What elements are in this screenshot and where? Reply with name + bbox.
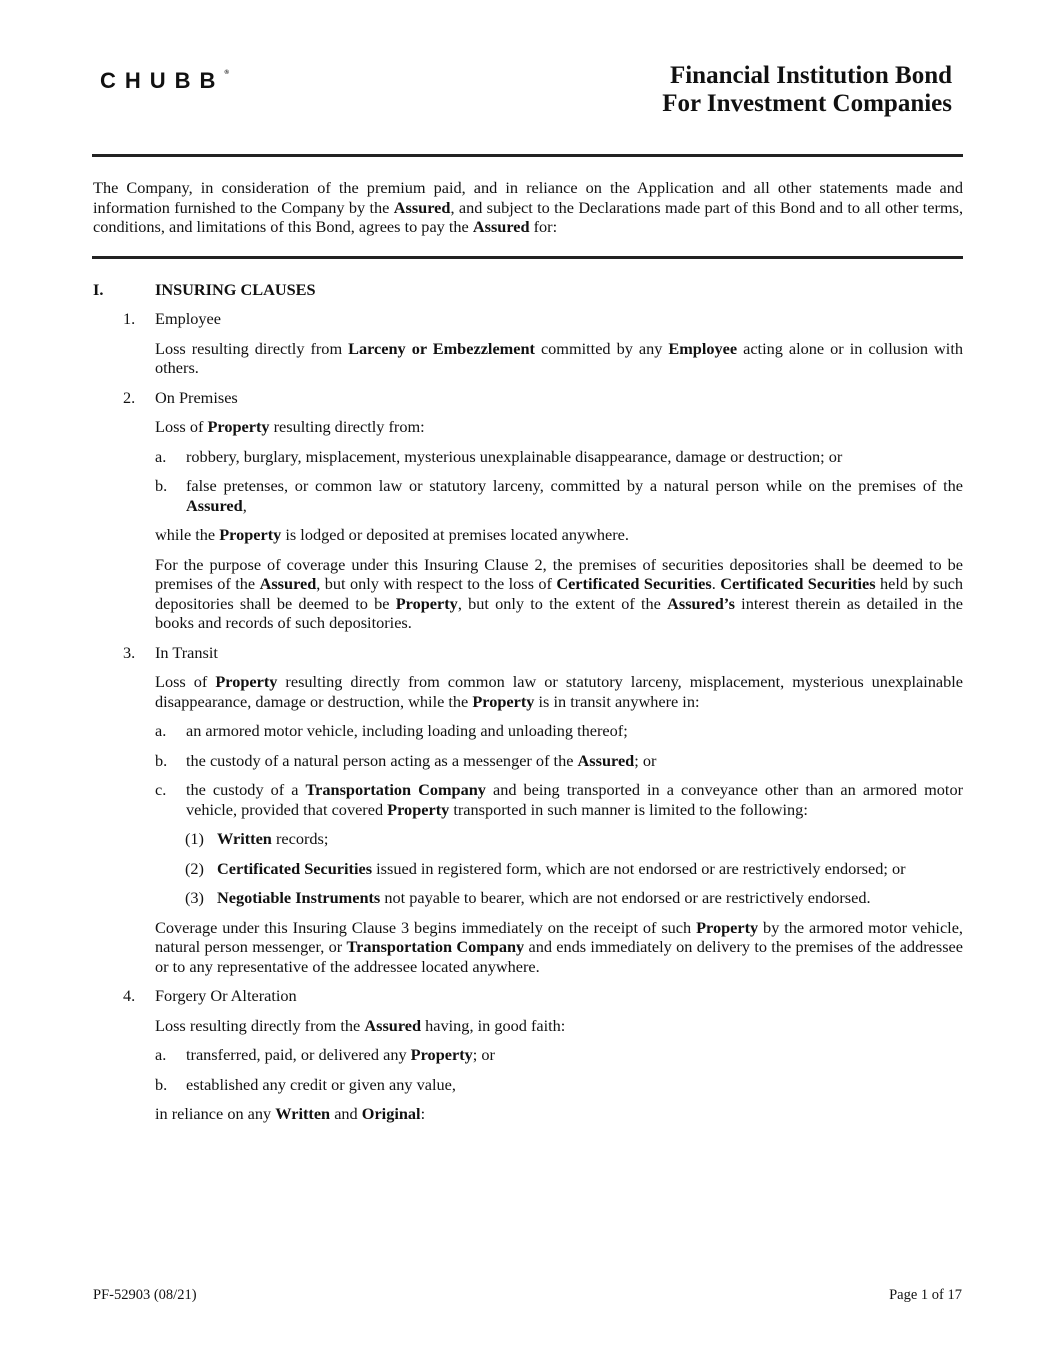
title-line-1: Financial Institution Bond: [669, 62, 952, 89]
form-id: PF-52903 (08/21): [93, 1287, 197, 1303]
clause-3-item-c-3: (3) Negotiable Instruments not payable to bearer, which are not endorsed or are restrictively endorsed.: [185, 888, 871, 907]
clause-4-reliance: in reliance on any Written and Original:: [155, 1104, 426, 1123]
clause-3-item-c: c. the custody of a Transportation Company and being transported in a conveyance other than an armored motor vehicle, provided that covered Property transported in such manner is limited to the following:: [155, 780, 964, 819]
intro-paragraph: The Company, in consideration of the premium paid, and in reliance on the Application and all other statements made and information furnished to the Company by the Assured, and subject to the Declarations made part of this Bond and to all other terms, conditions, and limitations of this Bond, agrees to pay the Assured for:: [93, 178, 964, 236]
clause-3-item-c-1: (1) Written records;: [185, 829, 329, 848]
clause-2-item-a: a. robbery, burglary, misplacement, mysterious unexplainable disappearance, damage or destruction; or: [155, 446, 843, 466]
section-number: I.: [93, 279, 104, 299]
clause-3-item-a: a. an armored motor vehicle, including loading and unloading thereof;: [155, 721, 628, 740]
clause-2-while: while the Property is lodged or deposited at premises located anywhere.: [155, 525, 629, 544]
clause-4-item-b: b. established any credit or given any value,: [155, 1074, 456, 1094]
page-number: Page 1 of 17: [889, 1287, 962, 1303]
title-line-2: For Investment Companies: [662, 90, 952, 117]
section-heading: [93, 280, 963, 300]
clause-2-heading: 2. On Premises: [123, 387, 238, 407]
clause-1-heading: 1. Employee: [123, 309, 222, 328]
clause-4-lead: Loss resulting directly from the Assured having, in good faith:: [155, 1015, 566, 1035]
clause-4-item-a: a. transferred, paid, or delivered any Property; or: [155, 1045, 495, 1064]
document-title: [662, 62, 952, 118]
clause-2-purpose: For the purpose of coverage under this Insuring Clause 2, the premises of securities depositories shall be deemed to be premises of the Assured, but only with respect to the loss of Certificated Securities. Certificated Securities held by such depositories shall be deemed to be Property, but only to the extent of the Assured’s interest therein as detailed in the books and records of such depositories.: [155, 554, 964, 632]
clause-3-lead: Loss of Property resulting directly from common law or statutory larceny, misplacement, mysterious unexplainable disappearance, damage or destruction, while the Property is in transit anywhere in:: [155, 672, 963, 711]
clause-3-item-b: b. the custody of a natural person acting as a messenger of the Assured; or: [155, 750, 657, 770]
clause-2-item-b: b. false pretenses, or common law or statutory larceny, committed by a natural person while on the premises of the Assured,: [155, 476, 963, 515]
clause-2-lead: Loss of Property resulting directly from:: [155, 417, 425, 436]
clause-1-text: Loss resulting directly from Larceny or Embezzlement committed by any Employee acting alone or in collusion with others.: [155, 338, 963, 377]
header-rule: [92, 154, 963, 157]
clause-3-heading: 3. In Transit: [123, 642, 218, 662]
logo-text: CHUBB: [100, 68, 225, 93]
clause-3-item-c-2: (2) Certificated Securities issued in registered form, which are not endorsed or are restrictively endorsed; or: [185, 858, 906, 878]
section-title: INSURING CLAUSES: [155, 279, 316, 299]
chubb-logo: [100, 68, 229, 94]
clause-4-heading: 4. Forgery Or Alteration: [123, 986, 297, 1005]
registered-mark: ®: [224, 70, 229, 76]
clause-3-coverage: Coverage under this Insuring Clause 3 begins immediately on the receipt of such Property by the armored motor vehicle, natural person messenger, or Transportation Company and ends immediately on delivery to the premises of the addressee or to any representative of the addressee located anywhere.: [155, 917, 963, 976]
document-body: [93, 178, 963, 1124]
